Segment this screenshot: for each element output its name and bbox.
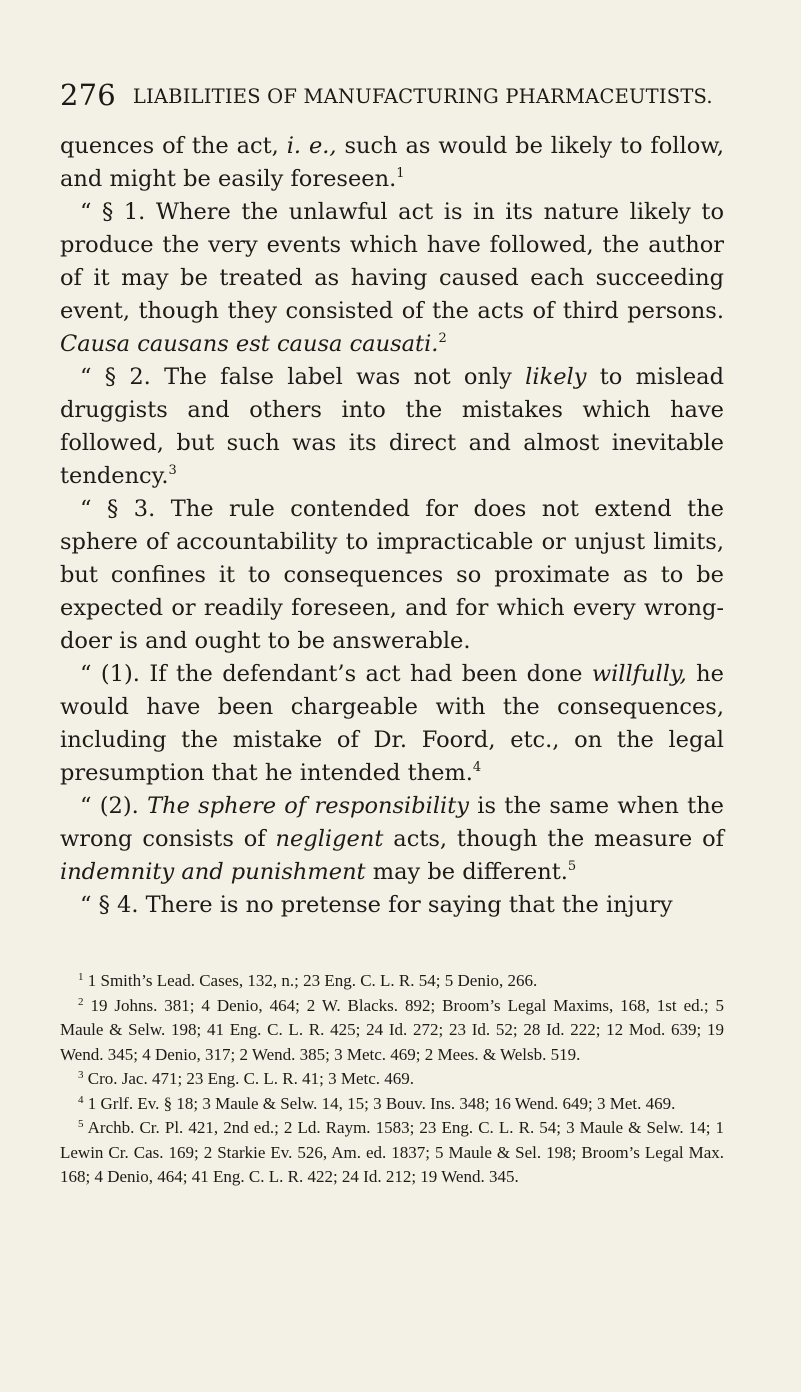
footnote-ref: 2 [438,331,447,346]
footnote-ref: 3 [168,463,177,478]
footnote: $^3$ Cro. Jac. 471; 23 Eng. C. L. R. 41; 3 Metc. 469. [78,1069,415,1088]
footnote: $^5$ Archb. Cr. Pl. 421, 2nd ed.; 2 Ld. Raym. 1583; 23 Eng. C. L. R. 54; 3 Maule & Selw. 14; 1 Lewin Cr. Cas. 169; 2 Starkie Ev. 526, Am. ed. 1837; 5 Maule & Sel. 198; Broom’s Legal Max. 168; 4 Denio, 464; 41 Eng. C. L. R. 422; 24 Id. 212; 19 Wend. 345. [60,1118,725,1186]
footnote: $^1$ 1 Smith’s Lead. Cases, 132, n.; 23 Eng. C. L. R. 54; 5 Denio, 266. [78,971,538,990]
page-header [60,78,740,112]
paragraph: “ § 3. The rule contended for does not extend the sphere of accountability to impracticable or unjust limits, but confines it to consequences so proximate as to be expected or readily foreseen, and for which every wrong-doer is and ought to be answerable. [60,496,724,654]
paragraph: “ § 2. The false label was not only likely to mislead druggists and others into the mistakes which have followed, but such was its direct and almost inevitable tendency.$^3$ [60,364,724,489]
body-text [60,130,724,922]
page-number: 276 [60,78,116,112]
footnotes [60,969,724,1190]
paragraph: “ § 4. There is no pretense for saying that the injury [80,892,673,918]
footnote: $^2$ 19 Johns. 381; 4 Denio, 464; 2 W. Blacks. 892; Broom’s Legal Maxims, 168, 1st ed.; 5 Maule & Selw. 198; 41 Eng. C. L. R. 425; 24 Id. 272; 23 Id. 52; 28 Id. 222; 12 Mod. 639; 19 Wend. 345; 4 Denio, 317; 2 Wend. 385; 3 Metc. 469; 2 Mees. & Welsb. 519. [60,995,725,1064]
latin-maxim: Causa causans est causa causati. [60,331,439,357]
footnote-ref: 1 [396,166,405,181]
paragraph: “ (1). If the defendant’s act had been done willfully, he would have been chargeable with the consequences, including the mistake of Dr. Foord, etc., on the legal presumption that he intended them.$^4$ [60,661,724,786]
footnote: $^4$ 1 Grlf. Ev. § 18; 3 Maule & Selw. 14, 15; 3 Bouv. Ins. 348; 16 Wend. 649; 3 Met. 469. [78,1093,676,1113]
footnote-ref: 5 [567,859,577,874]
paragraph: “ § 1. Where the unlawful act is in its nature likely to produce the very events which have followed, the author of it may be treated as having caused each succeeding event, though they consisted of the acts of third persons. Causa causans est causa causati.$^2$ [60,199,724,357]
running-title: LIABILITIES OF MANUFACTURING PHARMACEUTISTS. [132,85,713,108]
paragraph: “ (2). The sphere of responsibility is the same when the wrong consists of negligent acts, though the measure of indemnity and punishment may be different.$^5$ [60,793,725,885]
paragraph: quences of the act, i. e., such as would be likely to follow, and might be easily foreseen.$^1$ [60,133,724,192]
footnote-ref: 4 [472,760,482,775]
